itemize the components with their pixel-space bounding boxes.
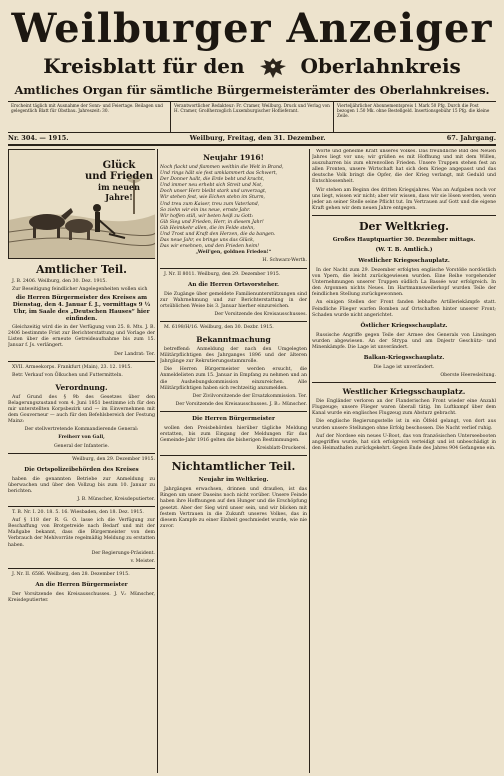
poem-line: Das wir ersehnen, und den Frieden heim! [160,244,260,250]
masthead [8,6,496,98]
publication-info-row [8,101,496,133]
poem-line: Noch flackt und flammen weithin die Welt in Brand, [160,165,284,170]
notice-signature: Kreisblatt-Druckerei. [256,446,307,452]
report-body: In der Nacht zum 29. Dezember erfolgten englische Vorstöße nordöstlich von Ypern, die leicht zurückgewiesen wurden. Eine Reihe vorgehender Unternehmungen unserer Truppen südlich La Bassée war erfolgreich. In den Argonnen nichts Neues. Im Hartmannsweilerkopf wurden Teile der feindlichen Stellung zurückgewonnen. [312,267,496,298]
war-section-title: Der Weltkrieg. [359,219,449,233]
poem-line: Das neue Jahr, es bringe uns das Glück, [160,238,255,244]
eagle-crest-icon [258,56,288,80]
divider [8,506,155,507]
decree-signature: Der stellvertretende Kommandierende General: [24,427,139,433]
publication-schedule: Erscheint täglich mit Ausnahme der Sonn- und Feiertage. Beilagen und gelegentlich Blatt für Obstbau. Jahreszeit: 30. [11,103,163,114]
subscription-prices: Vierteljährlicher Abonnementspreis 1 Mark 50 Pfg. Durch die Post bezogen 1.50 Mk. ohne Bestellgeld. Insertionsgebühr 15 Pfg. die kleine Zeile. [333,102,496,132]
notice-body: Die Herren Bürgermeister werden ersucht, die Anmeldelisten zum 15. Januar in Empfang zu nehmen und an die Aushebungskommission einzureichen. Alle Militärpflichtigen haben sich rechtzeitig anzumelden. [160,367,307,391]
notice-body: wollen den Preisbehörden hierüber tägliche Meldung erstatten, bis zum Eingang der Meldungen für das Gemeinde-Jahr 1916 gelten die bisherigen Bestimmungen. [160,425,307,444]
report-body: Die Engländer verloren an der Flanderischen Front wieder eine Anzahl Flugzeuge; unsere Flieger waren überall tätig. Im Luftkampf über dem Kanal wurde ein englisches Flugzeug zum Absturz gebracht. [312,399,496,417]
notice-title: Die Ortspolizeibehörden des Kreises [24,466,139,473]
notice-header: Weilburg, den 29. Dezember 1915. [72,456,155,462]
decree-title: Verordnung. [55,382,108,392]
poem-body [160,165,307,250]
new-year-illustration [8,149,155,259]
report-body: An einigen Stellen der Front fanden lebhafte Artilleriekämpfe statt. Feindliche Flieger warfen Bomben auf Ortschaften hinter unserer Front; Schaden wurde nicht angerichtet. [312,300,496,318]
poem-line: Gib Sieg und Frieden, Herr, in diesem Jahr! [160,219,264,225]
article-body: Jahrgängen erwachsen, drinnen und draußen, ist das Ringen um unser Daseins noch nicht vorüber. Unsere Feinde haben ihre Hoffnungen auf den Hunger und die Erschöpfung gesetzt. Aber der Sieg wird unser sein, und wir blicken mit festem Vertrauen in die Zukunft unseres Volkes, das in diesem Kampfe zu einer Einheit geschmiedet wurde, wie nie zuvor. [160,487,307,529]
front-title: Westlicher Kriegsschauplatz. [358,257,450,264]
poem-motto: „Weil'gen, goldnen Frieden!“ [195,250,272,256]
subtitle-right: Oberlahnkreis [300,54,461,78]
column-divider [157,149,158,773]
notice-subject: Zur Beseitigung feindlicher Angelegenheiten wollen sich [12,287,148,293]
divider [8,361,155,362]
notice-title: Die Herren Bürgermeister [192,415,275,422]
poem-line: Und immer neu erhebt sich Streit und Not, [160,183,263,189]
report-body: Auf der Nordsee ein neues U-Boot, das von französischen Unterseebooten angegriffen wurde, hat sich erfolgreich verteidigt und ist unbeschädigt in den Heimathafen zurückgekehrt. Gegen Ende des Jahres 904 Gefangene ein. [312,433,496,451]
poem-line: Gib Heimkehr allen, die im Felde stehn, [160,225,255,231]
notice-body: betreffend: Anmeldung der nach den Umgelegten Militärpflichtigen des Jahrganges 1896 und der älteren Jahrgänge zur Rekrutierungsstammrolle. [160,347,307,365]
front-title: Balkan-Kriegsschauplatz. [363,354,445,361]
official-section-title: Amtlicher Teil. [35,263,128,276]
column-3 [312,149,496,773]
divider [312,215,496,216]
poem-line: Wir hoffen still, wir beten heiß zu Gott: [160,213,254,219]
newspaper-title: Weilburger Anzeiger [11,5,493,52]
notice-signature: Der Landrat: Ter. [114,351,155,357]
divider [160,411,307,412]
report-body: Die englische Regierungsstelle ist in ein Ölfeld gelangt, von dort aus wurden unsere Stellungen ohne Erfolg beschossen. Die Nacht verlief ruhig. [312,419,496,431]
notice-header: J. Nr. II 8011. Weilburg, den 29. Dezember 1915. [164,271,281,277]
divider [160,268,307,269]
column-divider [309,149,310,773]
issue-year: 67. Jahrgang. [446,134,496,142]
article-body: Wir stehen am Beginn des dritten Kriegsjahres. Was an Aufgaben noch vor uns liegt, wissen wir nicht; aber wir wissen, dass wir sie lösen werden, wenn jeder an seiner Stelle seine Pflicht tut. Im Vertrauen auf Gott und die eigene Kraft gehen wir dem neuen Jahre entgegen. [312,187,496,211]
divider [160,455,307,456]
issue-place-date: Weilburg, Freitag, den 31. Dezember. [189,134,326,142]
notice-header: XVII. Armeekorps. Frankfurt (Main), 23. 12. 1915. [12,364,132,370]
notice-header: T. B. Nr. I. 20. 18. 5. 16. Wiesbaden, den 18. Dez. 1915. [12,510,144,516]
poem-line: Der Donner hallt, die Erde bebt und kracht, [160,177,265,183]
notice-signature: Der Vorsitzende des Kreisausschusses. J. B.: Münscher. [175,401,307,407]
notice-signature: J. B. Münscher, Kreisdeputierter. [77,496,155,502]
report-body: Die Lage ist unverändert. [373,364,435,370]
notice-title: An die Herren Ortsvorsteher. [188,281,279,288]
issue-number: Nr. 304. — 1915. [8,134,69,142]
notice-subject: Betr. Verkauf von Ölkuchen und Futtermitteln. [12,372,123,378]
subtitle-left: Kreisblatt für den [43,54,245,78]
poem-title: Neujahr 1916! [203,153,264,162]
notice-signature: Der Vorsitzende des Kreisausschusses. [214,311,307,317]
divider [8,453,155,454]
divider [8,568,155,569]
dateline [8,134,496,146]
notice-signature-name: v. Meister. [130,558,155,564]
decree-signature-name: Freiherr von Gall, [58,435,105,441]
poem-author: H. Schwarz-Werth. [262,258,307,264]
notice-title: An die Herren Bürgermeister [35,581,128,588]
front-title: Westlicher Kriegsschauplatz. [342,387,466,397]
hq-report-source: (W. T. B. Amtlich.) [375,246,433,253]
notice-header: J. Nr. II. 6586. Weilburg, den 28. Dezember 1915. [12,571,130,577]
notice-signature: Der Regierungs-Präsident. [91,550,155,556]
poem-line: Und treu zum Kaiser, treu zum Vaterland, [160,201,260,207]
notice-title: Bekanntmachung [196,335,271,345]
divider [312,382,496,383]
notice-header: J. B. 2406. Weilburg, den 30. Dez. 1915. [12,279,107,284]
nonofficial-section-title: Nichtamtlicher Teil. [171,460,296,474]
greeting-text: Glück und Frieden im neuen Jahre! [85,160,153,202]
notice-body: Der Vorsitzende des Kreisausschusses. J. V.: Münscher, Kreisdeputierter. [8,591,155,603]
newspaper-subtitle [8,54,496,80]
decree-signature-rank: General der Infanterie. [54,443,109,449]
notice-body: haben die genannten Betriebe zur Anmeldung zu überwachen und über den Vollzug bis zum 10. Januar zu berichten. [8,476,155,494]
hq-report-title: Großes Hauptquartier 30. Dezember mittags. [332,236,476,243]
notice-meeting: die Herren Bürgermeister des Kreises am Dienstag, den 4. Januar f. J., vormittags 9 ½ Uhr, im Saale des „Deutschen Hauses“ hier einfinden. [12,295,151,323]
notice-signature: Der Zivilvorsitzende der Ersatzkommission. Ter. [192,393,307,399]
official-organ-line: Amtliches Organ für sämtliche Bürgermeisterämter des Oberlahnkreises. [14,82,490,97]
poem-line: Wir stehen fest, wie Eichen stehn im Sturm, [160,195,266,201]
notice-body: Die Zugänge über gemeldete Familienunterstützungen sind zur Wahrnehmung und zur Berichterstattung in der ortsüblichen Weise bis 3. Januar hierher einzureichen. [160,291,307,309]
article-title: Neujahr im Weltkrieg. [198,477,269,484]
notice-body: Auf § 118 der R. G. O. lasse ich die Verfügung zur Beschaffung von Brotgetreide nach Bedarf und mit der Maßgabe bekannt, dass die Bürgermeister von dem Verbrauch der Mehlvorräte regelmäßig Meldung zu erstatten haben. [8,518,155,548]
poem-line: Doch unser Herz bleibt stark und unverzagt, [160,189,267,195]
editor-publisher: Verantwortlicher Redakteur: Fr. Cramer, Weilburg. Druck und Verlag von H. Cramer, Großherzoglich Luxemburgischer Hoflieferant. [170,102,333,132]
column-1 [8,149,155,773]
poem-line: Und rings hält sie fest umklammert das Schwert, [160,171,278,177]
decree-body: Auf Grund des § 9b des Gesetzes über den Belagerungszustand vom 4. Juni 1851 bestimme ich für den mir unterstellten Korpsbezirk und — im Einvernehmen mit dem Gouverneur — auch für den Befehlsbereich der Festung Mainz: [8,394,155,425]
report-body: Russische Angriffe gegen Teile der Armee des Generals von Linsingen wurden abgewiesen. An der Strypa und am Dnjestr Geschütz- und Minenkämpfe. Die Lage ist unverändert. [312,332,496,350]
notice-body: Gleichzeitig wird die in der Verfügung vom 25. 8. Mts. J. B. 2406 bestimmte Frist zur Berichterstattung und Vorlage der Listen über die erneute Getreideaufnahme bis zum 15. Januar f. Js. verlängert. [8,325,155,349]
column-2 [160,149,307,773]
article-body: Worte und geheime Kraft unseres Volkes. Das freundliche Bild des Neuen Jahres liegt vor uns; wir grüßen es mit Hoffnung und mit dem Willen, auszuharren bis zum ehrenvollen Frieden. Unsere Truppen stehen fest an allen Fronten, unsere Wirtschaft hat sich dem Kriege angepasst und das deutsche Volk bringt die Opfer, die der Krieg verlangt, mit Geduld und Entschlossenheit. [312,149,496,185]
poem-line: So ziehn wir ein ins neue, ernste Jahr. [160,207,251,213]
front-title: Östlicher Kriegsschauplatz. [360,322,448,329]
divider [160,321,307,322]
report-signature: Oberste Heeresleitung. [440,373,496,379]
notice-header: M. 6198/H/16. Weilburg, den 30. Dezbr. 1915. [164,324,274,330]
poem-line: Und Trost und Kraft den Herzen, die da bangen. [160,232,276,238]
